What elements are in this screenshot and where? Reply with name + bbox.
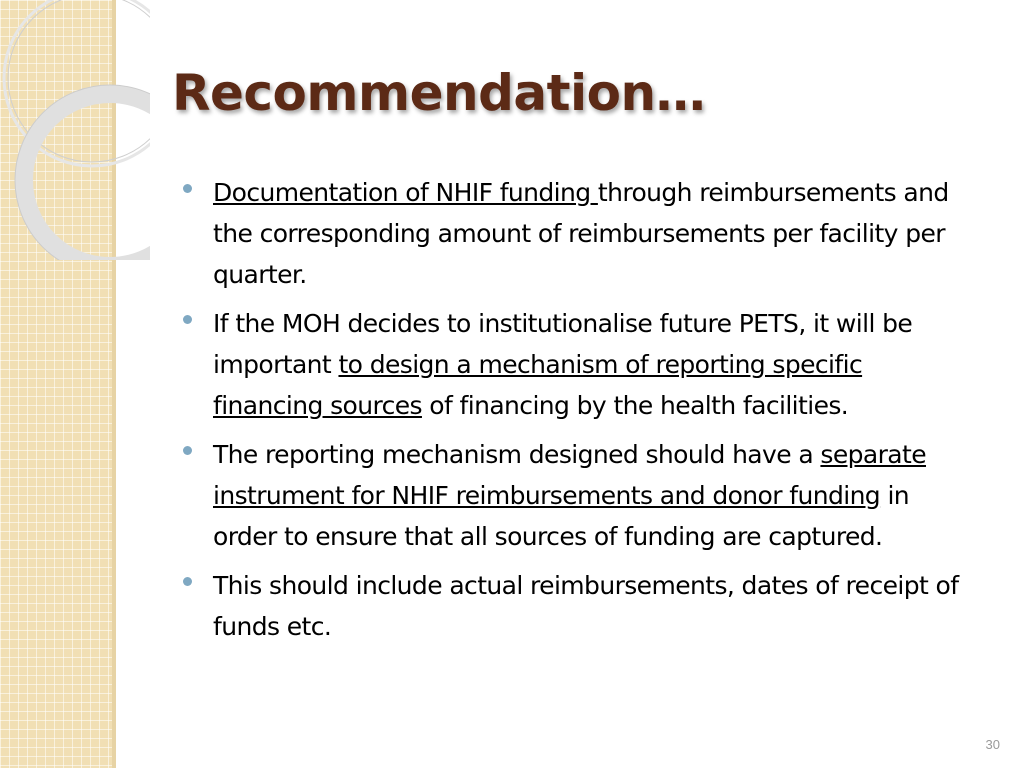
- bullet-text: [213, 172, 973, 295]
- decorative-rings: [0, 0, 150, 260]
- bullet-segment: to design a mechanism of reporting specific financing sources: [213, 350, 863, 420]
- bullet-dot-icon: [183, 446, 192, 455]
- bullet-dot-icon: [183, 577, 192, 586]
- bullet-segment: in order to ensure that all sources of funding are captured.: [213, 481, 910, 551]
- bullet-text: [213, 565, 973, 647]
- bullet-item: [183, 172, 973, 295]
- bullet-segment: of financing by the health facilities.: [421, 391, 849, 420]
- slide-title: Recommendation…: [172, 64, 706, 122]
- bullet-item: [183, 565, 973, 647]
- bullet-item: [183, 303, 973, 426]
- bullet-text: [213, 434, 973, 557]
- bullet-item: [183, 434, 973, 557]
- bullet-segment: The reporting mechanism designed should have a: [213, 440, 821, 469]
- bullet-list: [183, 172, 973, 655]
- bullet-segment: If the MOH decides to institutionalise future PETS, it will be important: [213, 309, 913, 379]
- bullet-segment: This should include actual reimbursements, dates of receipt of funds etc.: [213, 571, 959, 641]
- bullet-segment: through reimbursements and the corresponding amount of reimbursements per facility per quarter.: [213, 178, 949, 289]
- bullet-segment: Documentation of NHIF funding: [213, 178, 598, 207]
- bullet-text: [213, 303, 973, 426]
- bullet-dot-icon: [183, 315, 192, 324]
- page-number: 30: [985, 737, 1000, 752]
- bullet-dot-icon: [183, 184, 192, 193]
- bullet-segment: separate instrument for NHIF reimbursements and donor funding: [213, 440, 926, 510]
